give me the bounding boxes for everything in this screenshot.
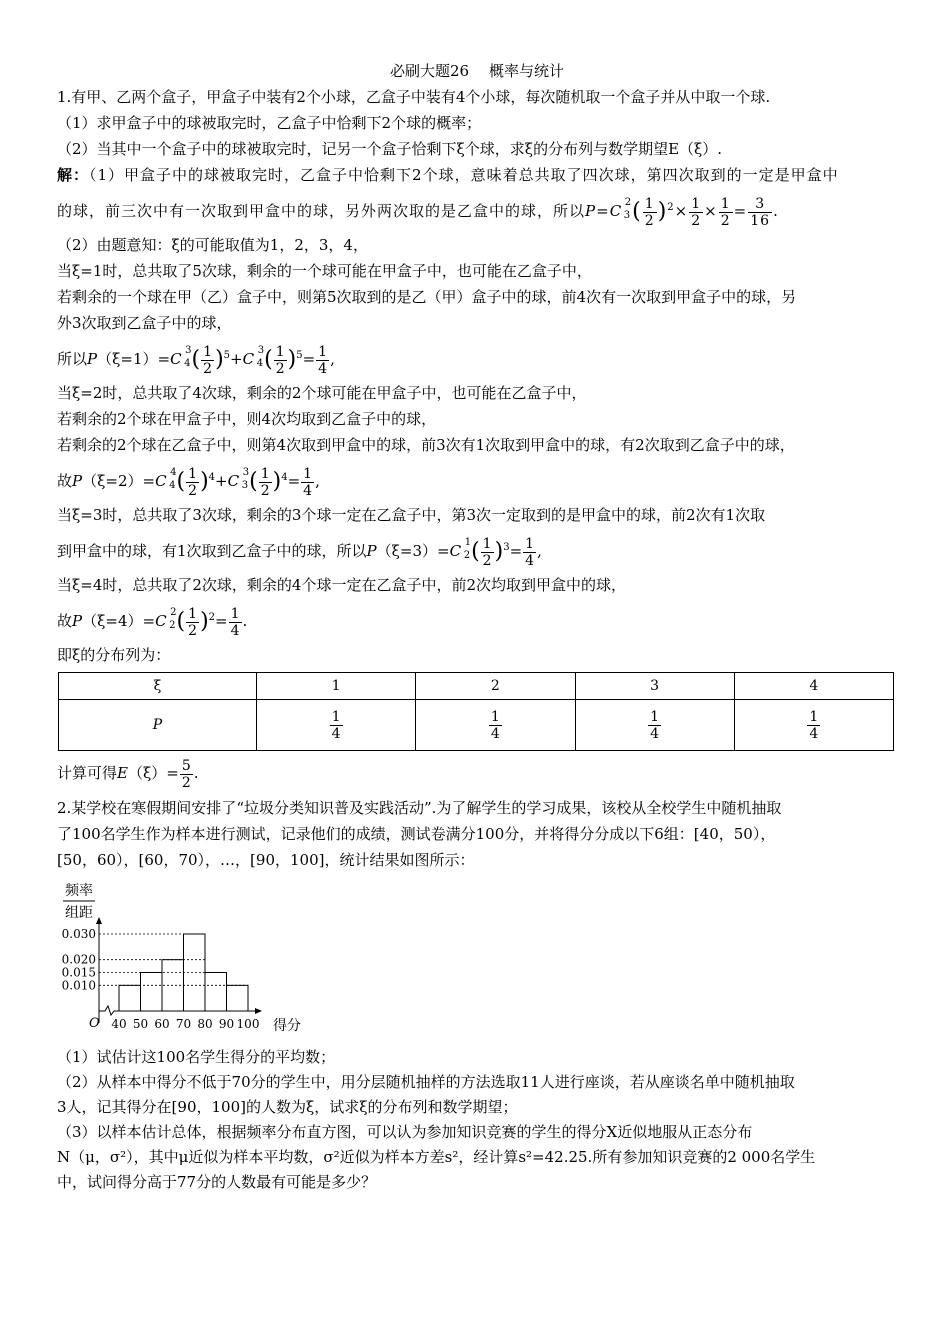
bar-[50,60)	[141, 973, 163, 1012]
p1-c2-formula: 故P（ξ=2）=C 4 4 ( $\frac{1}{2}$ )$^4$+C 3 3 ( $\frac{1}{2}$ )$^4$= $\frac{1}{4}$ ,	[57, 465, 320, 499]
y-axis-arrow	[96, 917, 102, 924]
cell-3-den: 4	[650, 725, 660, 742]
row-label-p: P	[152, 717, 163, 733]
c2-pre: 故	[57, 472, 73, 490]
page-title	[57, 58, 897, 84]
cell-3-num: 1	[650, 708, 660, 725]
p2-q1: （1）试估计这100名学生得分的平均数；	[57, 1048, 336, 1066]
p1-dist-intro: 即ξ的分布列为：	[57, 646, 171, 664]
histogram-svg	[57, 879, 317, 1039]
p2-q2b: 3人，记其得分在[90，100]的人数为ξ，试求ξ的分布列和数学期望；	[57, 1098, 518, 1116]
xtick-label-40: 40	[111, 1017, 127, 1031]
p1-sol1a	[57, 162, 897, 188]
p1-sol1b: 的球，前三次中有一次取到甲盒中的球，另外两次取的是乙盒中的球，所以P=C 2 3 ( $\frac{1}{2}$ )$^2$× $\frac{1}{2}$ × $\frac{1}{2}$ = $\frac{3}{16}$ .	[57, 195, 779, 229]
p1-c1-formula: 所以P（ξ=1）=C 3 4 ( $\frac{1}{2}$ )$^5$+C 3 4 ( $\frac{1}{2}$ )$^5$= $\frac{1}{4}$ ,	[57, 343, 335, 377]
p1-q2: （2）当其中一个盒子中的球被取完时，记另一个盒子恰剩下ξ个球，求ξ的分布列与数学期望E（ξ）.	[57, 140, 723, 158]
p1-expectation: 计算可得E（ξ）= $\frac{5}{2}$ .	[57, 757, 199, 791]
cell-2-den: 4	[490, 725, 500, 742]
p2-stem1: 2.某学校在寒假期间安排了“垃圾分类知识普及实践活动”.为了解学生的学习成果，该校从全校学生中随机抽取	[57, 799, 782, 817]
xtick-label-60: 60	[154, 1017, 170, 1031]
title-topic: 概率与统计	[489, 62, 565, 80]
table-cell-3	[575, 700, 734, 751]
ytick-label-0.015: 0.015	[61, 965, 96, 980]
table-cell-2	[416, 700, 575, 751]
ylabel-top: 频率	[65, 883, 93, 899]
sol-label: 解：	[57, 166, 90, 184]
cell-4-den: 4	[809, 725, 819, 742]
p1-c2c: 若剩余的2个球在乙盒子中，则第4次取到甲盒中的球，前3次有1次取到甲盒中的球，有2次取到乙盒子中的球，	[57, 436, 795, 454]
table-head-xi: ξ	[59, 673, 257, 700]
p1-c4a: 当ξ=4时，总共取了2次球，剩余的4个球一定在乙盒子中，前2次均取到甲盒中的球，	[57, 576, 627, 594]
table-row-label	[59, 700, 257, 751]
bar-[90,100]	[227, 985, 249, 1011]
bar-[80,90)	[205, 973, 227, 1012]
table-head-4: 4	[734, 673, 893, 700]
p1-sol2-intro: （2）由题意知：ξ的可能取值为1，2，3，4，	[57, 236, 368, 254]
p1-q1: （1）求甲盒子中的球被取完时，乙盒子中恰剩下2个球的概率；	[57, 114, 482, 132]
title-main: 必刷大题26	[389, 62, 470, 80]
p1-c3a: 当ξ=3时，总共取了3次球，剩余的3个球一定在乙盒子中，第3次一定取到的是甲盒中的球，前2次有1次取	[57, 506, 766, 524]
p2-stem2: 了100名学生作为样本进行测试，记录他们的成绩，测试卷满分100分，并将得分分成以下6组：[40，50），	[57, 825, 776, 843]
cell-1-den: 4	[331, 725, 341, 742]
p2-stem3: [50，60），[60，70），…，[90，100]，统计结果如图所示：	[57, 851, 475, 869]
p1-c1a: 当ξ=1时，总共取了5次球，剩余的一个球可能在甲盒子中，也可能在乙盒子中，	[57, 262, 592, 280]
x-axis-arrow	[255, 1008, 262, 1014]
xtick-label-70: 70	[175, 1017, 192, 1031]
cell-4-num: 1	[809, 708, 819, 725]
xtick-label-100: 100	[236, 1017, 260, 1031]
p1-stem: 1.有甲、乙两个盒子，甲盒子中装有2个小球，乙盒子中装有4个小球，每次随机取一个盒子并从中取一个球.	[57, 88, 771, 106]
p2-q2a: （2）从样本中得分不低于70分的学生中，用分层随机抽样的方法选取11人进行座谈，若从座谈名单中随机抽取	[57, 1073, 795, 1091]
p2-q3a: （3）以样本估计总体，根据频率分布直方图，可以认为参加知识竞赛的学生的得分X近似地服从正态分布	[57, 1123, 753, 1141]
sol1a-text: （1）甲盒子中的球被取完时，乙盒子中恰剩下2个球，意味着总共取了四次球，第四次取到的一定是甲盒中	[89, 166, 839, 184]
p1-c2a: 当ξ=2时，总共取了4次球，剩余的2个球可能在甲盒子中，也可能在乙盒子中，	[57, 384, 587, 402]
histogram-chart	[57, 879, 317, 1039]
xtick-label-90: 90	[218, 1017, 235, 1031]
c4-pre: 故	[57, 612, 73, 630]
cell-2-num: 1	[490, 708, 500, 725]
table-head-3: 3	[575, 673, 734, 700]
page	[57, 58, 897, 1195]
ylabel-bottom: 组距	[65, 905, 93, 921]
p1-c2b: 若剩余的2个球在甲盒子中，则4次均取到乙盒子中的球，	[57, 410, 437, 428]
table-head-1: 1	[257, 673, 416, 700]
c3b-text: 到甲盒中的球，有1次取到乙盒子中的球，所以	[57, 542, 367, 560]
c1-pre: 所以	[57, 350, 88, 368]
cell-1-num: 1	[331, 708, 341, 725]
xlabel: 得分	[273, 1018, 301, 1034]
xtick-label-50: 50	[132, 1017, 149, 1031]
xtick-label-80: 80	[197, 1017, 213, 1031]
ytick-label-0.010: 0.010	[61, 978, 96, 993]
origin-label: O	[89, 1016, 100, 1031]
ytick-label-0.030: 0.030	[61, 927, 96, 941]
table-head-2: 2	[416, 673, 575, 700]
distribution-table	[58, 672, 894, 751]
table-cell-1	[257, 700, 416, 751]
sol1b-text: 的球，前三次中有一次取到甲盒中的球，另外两次取的是乙盒中的球，所以	[57, 202, 586, 220]
p1-c1b: 若剩余的一个球在甲（乙）盒子中，则第5次取到的是乙（甲）盒子中的球，前4次有一次取到甲盒子中的球，另	[57, 288, 797, 306]
table-cell-4	[734, 700, 893, 751]
p2-q3c: 中，试问得分高于77分的人数最有可能是多少？	[57, 1173, 377, 1191]
bar-[40,50)	[119, 985, 141, 1011]
ytick-label-0.020: 0.020	[61, 952, 96, 967]
p1-c1c: 外3次取到乙盒子中的球，	[57, 314, 232, 332]
bar-[70,80)	[184, 934, 206, 1011]
p1-c3-formula: 到甲盒中的球，有1次取到乙盒子中的球，所以P（ξ=3）=C 1 2 ( $\frac{1}{2}$ )$^3$= $\frac{1}{4}$ ,	[57, 535, 542, 569]
p2-q3b: N（μ，σ²），其中μ近似为样本平均数，σ²近似为样本方差s²，经计算s²=42.25.所有参加知识竞赛的2 000名学生	[57, 1148, 816, 1166]
exp-pre: 计算可得	[57, 764, 118, 782]
p1-c4-formula: 故P（ξ=4）=C 2 2 ( $\frac{1}{2}$ )$^2$= $\frac{1}{4}$ .	[57, 605, 248, 639]
